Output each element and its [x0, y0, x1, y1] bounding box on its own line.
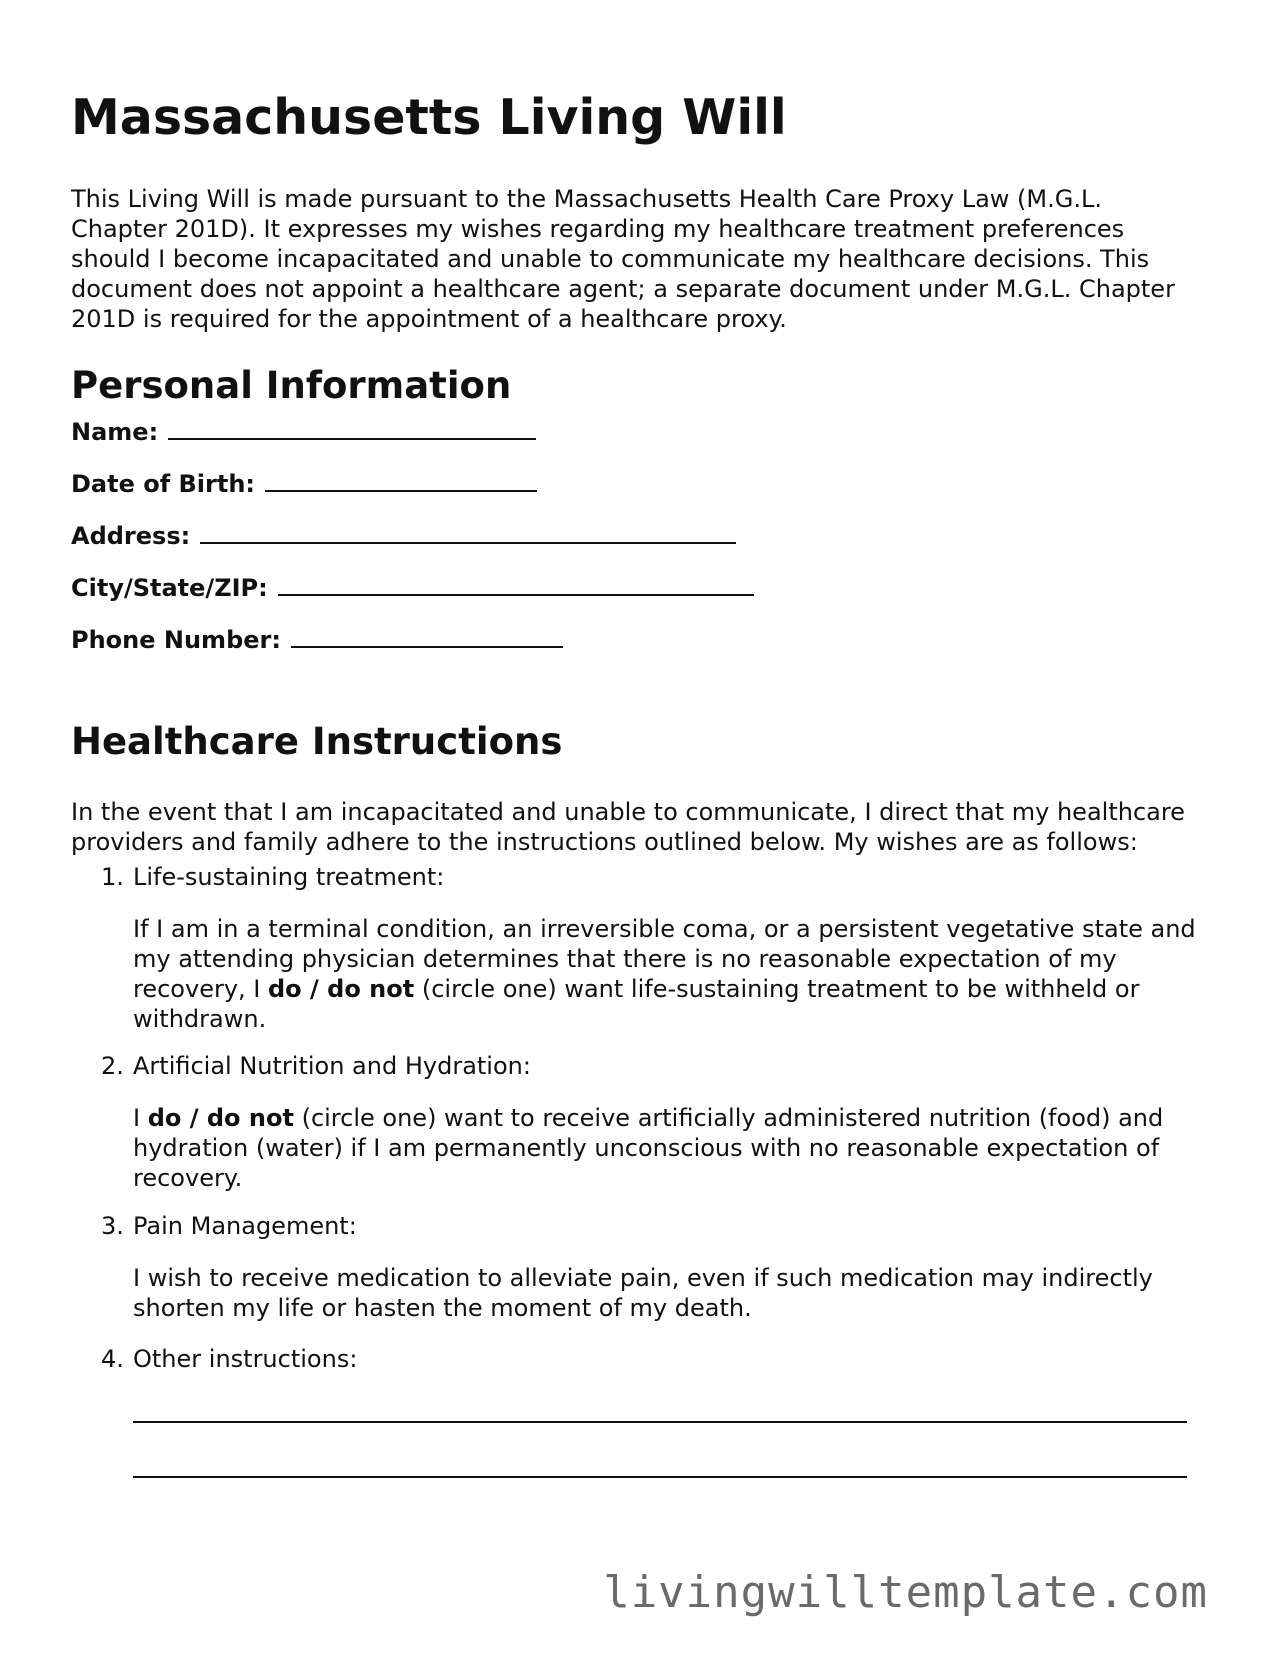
dob-field: [71, 468, 537, 499]
option-do[interactable]: do: [147, 1104, 182, 1132]
option-separator: /: [181, 1104, 207, 1132]
list-item-pain-management: [101, 1211, 357, 1241]
life-sustaining-text-pre: If I am in a terminal condition, an irreversible coma, or a persistent vegetative state and my attending physician determines that there is no reasonable expectation of my recovery, I: [133, 915, 1196, 1003]
nutrition-hydration-text: [133, 1103, 1203, 1193]
watermark: livingwilltemplate.com: [603, 1567, 1208, 1618]
life-sustaining-text-post: (circle one) want life-sustaining treatment to be withheld or withdrawn.: [133, 975, 1140, 1033]
list-item-life-sustaining: [101, 862, 444, 892]
document-title: Massachusetts Living Will: [71, 89, 787, 146]
list-item-other-instructions: [101, 1344, 357, 1374]
healthcare-intro-paragraph: In the event that I am incapacitated and unable to communicate, I direct that my healthcare providers and family adhere to the instructions outlined below. My wishes are as follows:: [71, 798, 1185, 856]
pain-management-text: I wish to receive medication to alleviate pain, even if such medication may indirectly shorten my life or hasten the moment of my death.: [133, 1264, 1153, 1322]
other-instructions-line-2[interactable]: [133, 1476, 1187, 1478]
phone-field: [71, 624, 563, 655]
city-state-zip-blank[interactable]: [278, 572, 754, 596]
city-state-zip-field: [71, 572, 754, 603]
list-item-nutrition-hydration: [101, 1051, 531, 1081]
list-item-title: Life-sustaining treatment:: [133, 863, 445, 891]
name-field: [71, 416, 536, 447]
healthcare-instructions-heading: Healthcare Instructions: [71, 720, 563, 763]
nutrition-text-post: (circle one) want to receive artificially administered nutrition (food) and hydration (water) if I am permanently unconscious with no reasonable expectation of recovery.: [133, 1104, 1164, 1192]
dob-label: Date of Birth:: [71, 470, 256, 498]
list-number: 1.: [101, 863, 124, 891]
intro-paragraph: This Living Will is made pursuant to the Massachusetts Health Care Proxy Law (M.G.L. Chapter 201D). It expresses my wishes regarding my healthcare treatment preferences should I become incapacitated and unable to communicate my healthcare decisions. This document does not appoint a healthcare agent; a separate document under M.G.L. Chapter 201D is required for the appointment of a healthcare proxy.: [71, 185, 1175, 333]
phone-label: Phone Number:: [71, 626, 281, 654]
phone-blank[interactable]: [291, 624, 563, 648]
other-instructions-line-1[interactable]: [133, 1421, 1187, 1423]
list-item-title: Other instructions:: [133, 1345, 358, 1373]
list-number: 2.: [101, 1052, 124, 1080]
address-label: Address:: [71, 522, 191, 550]
name-label: Name:: [71, 418, 159, 446]
city-state-zip-label: City/State/ZIP:: [71, 574, 268, 602]
list-item-title: Pain Management:: [133, 1212, 357, 1240]
life-sustaining-text: [133, 914, 1203, 1034]
option-do[interactable]: do: [268, 975, 302, 1003]
option-do-not[interactable]: do not: [327, 975, 415, 1003]
option-do-not[interactable]: do not: [206, 1104, 294, 1132]
personal-information-heading: Personal Information: [71, 364, 512, 407]
list-number: 4.: [101, 1345, 124, 1373]
name-blank[interactable]: [168, 416, 536, 440]
dob-blank[interactable]: [265, 468, 537, 492]
list-number: 3.: [101, 1212, 124, 1240]
address-field: [71, 520, 736, 551]
list-item-title: Artificial Nutrition and Hydration:: [133, 1052, 531, 1080]
nutrition-text-pre: I: [133, 1104, 148, 1132]
option-separator: /: [301, 975, 328, 1003]
address-blank[interactable]: [200, 520, 736, 544]
